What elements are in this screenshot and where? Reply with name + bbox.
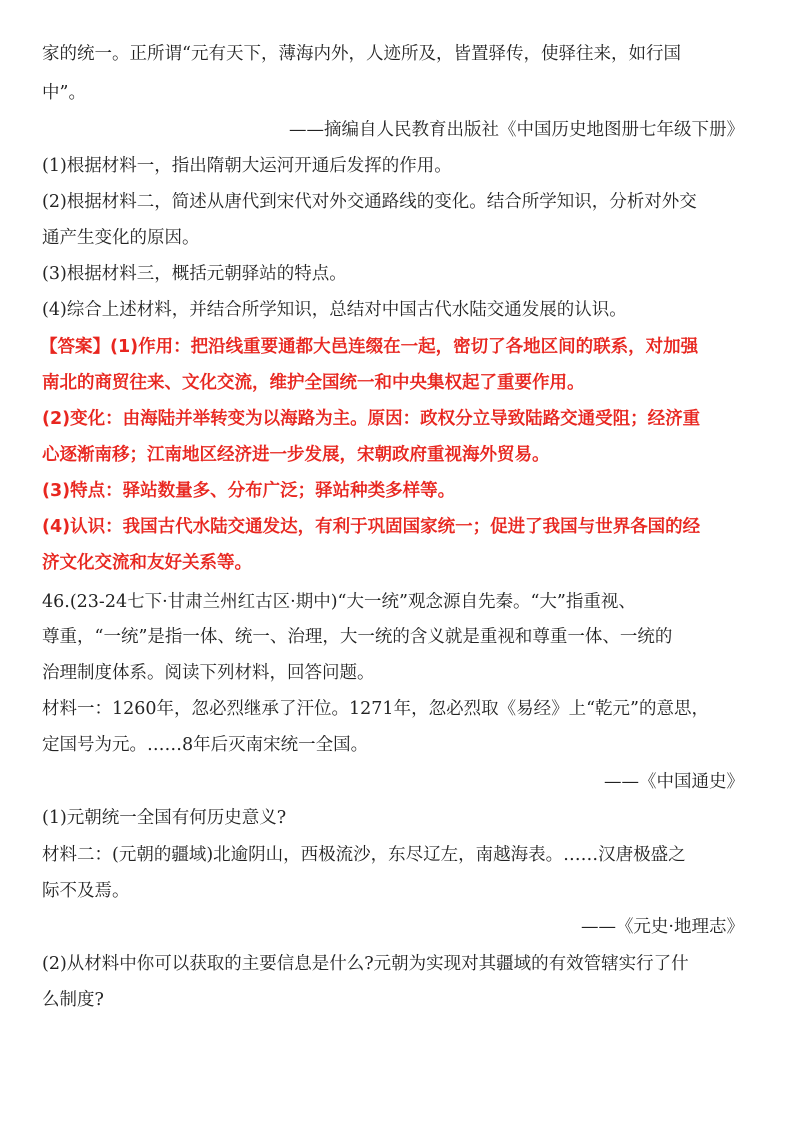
material-text-line: 中”。 bbox=[42, 83, 86, 103]
question-46-1: (1)元朝统一全国有何历史意义? bbox=[42, 808, 287, 828]
question-2-line: (2)根据材料二，简述从唐代到宋代对外交通路线的变化。结合所学知识，分析对外交 bbox=[42, 192, 697, 212]
answer-2-line: (2)变化：由海陆并举转变为以海路为主。原因：政权分立导致陆路交通受阻；经济重 bbox=[42, 409, 701, 429]
material-1-line: 定国号为元。……8年后灭南宋统一全国。 bbox=[42, 735, 369, 755]
answer-3: (3)特点：驿站数量多、分布广泛；驿站种类多样等。 bbox=[42, 481, 456, 501]
question-46-2-line: 么制度? bbox=[42, 990, 104, 1010]
question-3: (3)根据材料三，概括元朝驿站的特点。 bbox=[42, 264, 347, 284]
answer-1-line: 【答案】(1)作用：把沿线重要通都大邑连缀在一起，密切了各地区间的联系，对加强 bbox=[40, 337, 699, 357]
material-2-source: ——《元史·地理志》 bbox=[580, 917, 744, 937]
answer-4-line: (4)认识：我国古代水陆交通发达，有利于巩固国家统一；促进了我国与世界各国的经 bbox=[42, 517, 701, 537]
question-46-intro: 尊重，“一统”是指一体、统一、治理，大一统的含义就是重视和尊重一体、一统的 bbox=[42, 627, 673, 647]
answer-2-line: 心逐渐南移；江南地区经济进一步发展，宋朝政府重视海外贸易。 bbox=[42, 445, 550, 465]
material-1-line: 材料一：1260年，忽必烈继承了汗位。1271年，忽必烈取《易经》上“乾元”的意思， bbox=[42, 699, 709, 719]
answer-1-line: 南北的商贸往来、文化交流，维护全国统一和中央集权起了重要作用。 bbox=[42, 373, 585, 393]
answer-4-line: 济文化交流和友好关系等。 bbox=[42, 553, 252, 573]
material-text-line: 家的统一。正所谓“元有天下，薄海内外，人迹所及，皆置驿传，使驿往来，如行国 bbox=[42, 44, 681, 64]
material-1-source: ——《中国通史》 bbox=[604, 772, 744, 792]
question-46-2-line: (2)从材料中你可以获取的主要信息是什么?元朝为实现对其疆域的有效管辖实行了什 bbox=[42, 954, 689, 974]
question-4: (4)综合上述材料，并结合所学知识，总结对中国古代水陆交通发展的认识。 bbox=[42, 300, 627, 320]
question-46-intro: 治理制度体系。阅读下列材料，回答问题。 bbox=[42, 663, 375, 683]
question-2-line: 通产生变化的原因。 bbox=[42, 228, 200, 248]
question-1: (1)根据材料一，指出隋朝大运河开通后发挥的作用。 bbox=[42, 156, 452, 176]
question-46-intro: 46.(23-24七下·甘肃兰州红古区·期中)“大一统”观念源自先秦。“大”指重视、 bbox=[42, 592, 636, 612]
material-2-line: 材料二：(元朝的疆域)北逾阴山，西极流沙，东尽辽左，南越海表。……汉唐极盛之 bbox=[42, 845, 686, 865]
material-2-line: 际不及焉。 bbox=[42, 881, 130, 901]
material-source: ——摘编自人民教育出版社《中国历史地图册七年级下册》 bbox=[289, 120, 744, 140]
